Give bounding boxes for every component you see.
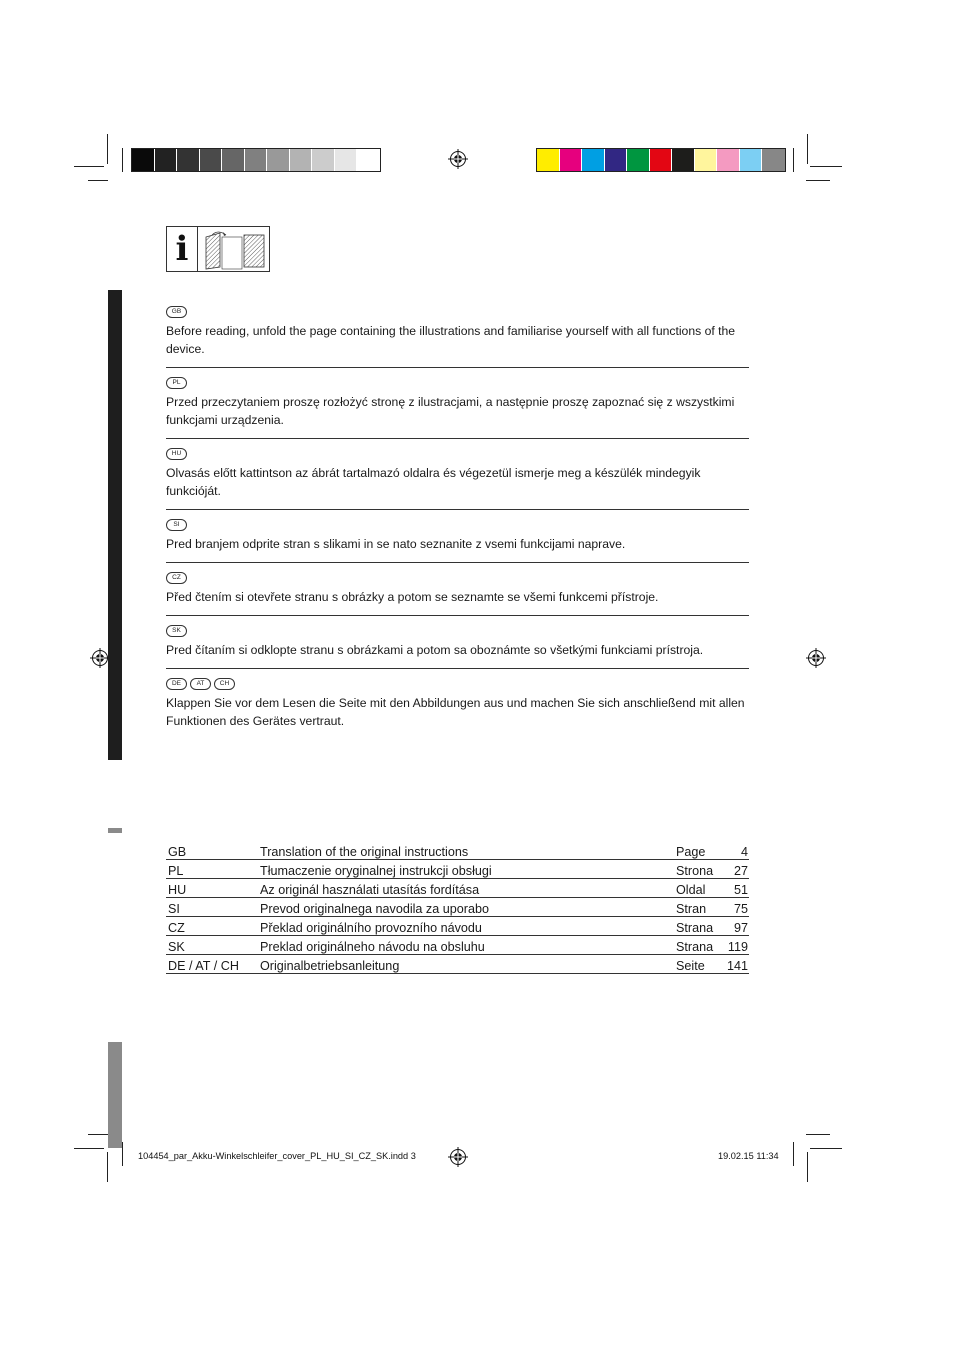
notice-text: Before reading, unfold the page containing the illustrations and familiarise yourself with all functions of the device. (166, 324, 736, 356)
toc-page-word: Seite (674, 955, 724, 974)
side-tab-bar (108, 290, 122, 760)
color-swatch (290, 149, 313, 171)
toc-page-number: 97 (724, 917, 749, 936)
notice-text: Pred branjem odprite stran s slikami in se nato seznanite z vsemi funkcijami naprave. (166, 537, 626, 551)
language-section (166, 448, 749, 510)
country-badges (166, 572, 749, 584)
table-row (166, 917, 749, 936)
toc-language-code: CZ (166, 917, 258, 936)
table-row (166, 860, 749, 879)
color-swatch (740, 149, 763, 171)
color-swatch (582, 149, 605, 171)
color-swatch (267, 149, 290, 171)
color-swatch (537, 149, 560, 171)
language-section (166, 678, 749, 739)
country-badges (166, 519, 749, 531)
color-swatch (762, 149, 785, 171)
toc-title: Prevod originalnega navodila za uporabo (258, 898, 674, 917)
toc-language-code: DE / AT / CH (166, 955, 258, 974)
crop-mark (74, 1148, 104, 1149)
country-badges (166, 448, 749, 460)
crop-mark (88, 180, 108, 181)
side-tab-bar-gray (108, 1042, 122, 1148)
country-code-badge: SI (166, 519, 187, 531)
crop-mark (793, 1142, 794, 1166)
color-swatch (627, 149, 650, 171)
country-badges (166, 377, 749, 389)
toc-page-number: 75 (724, 898, 749, 917)
country-badges (166, 625, 749, 637)
language-notice-list (166, 306, 749, 748)
process-color-bar (536, 148, 786, 172)
toc-page-number: 119 (724, 936, 749, 955)
crop-mark (107, 1152, 108, 1182)
color-swatch (177, 149, 200, 171)
registration-mark-icon (448, 149, 468, 169)
notice-text: Olvasás előtt kattintson az ábrát tartalmazó oldalra és végezetül ismerje meg a készülék mindegyik funkcióját. (166, 466, 701, 498)
table-row (166, 955, 749, 974)
color-swatch (200, 149, 223, 171)
table-row (166, 841, 749, 860)
table-row (166, 898, 749, 917)
crop-mark (74, 166, 104, 167)
toc-title: Originalbetriebsanleitung (258, 955, 674, 974)
crop-mark (806, 180, 830, 181)
country-code-badge: CZ (166, 572, 187, 584)
color-swatch (650, 149, 673, 171)
toc-language-code: SK (166, 936, 258, 955)
info-fold-out-icon (166, 226, 270, 272)
toc-language-code: GB (166, 841, 258, 860)
registration-mark-icon (806, 648, 826, 668)
toc-page-number: 51 (724, 879, 749, 898)
grayscale-color-bar (131, 148, 381, 172)
toc-page-number: 4 (724, 841, 749, 860)
crop-mark (122, 1142, 123, 1166)
toc-language-code: SI (166, 898, 258, 917)
toc-page-word: Strana (674, 917, 724, 936)
crop-mark (806, 1134, 830, 1135)
toc-page-word: Strana (674, 936, 724, 955)
table-row (166, 879, 749, 898)
color-swatch (155, 149, 178, 171)
toc-page-number: 141 (724, 955, 749, 974)
table-row (166, 936, 749, 955)
country-code-badge: DE (166, 678, 187, 690)
toc-page-word: Page (674, 841, 724, 860)
crop-mark (810, 1148, 842, 1149)
notice-text: Klappen Sie vor dem Lesen die Seite mit den Abbildungen aus und machen Sie sich anschließend mit allen Funktionen des Gerätes vertraut. (166, 696, 745, 728)
language-section (166, 572, 749, 616)
language-section (166, 306, 749, 368)
color-swatch (560, 149, 583, 171)
toc-language-code: PL (166, 860, 258, 879)
country-code-badge: PL (166, 377, 187, 389)
footer-datetime: 19.02.15 11:34 (718, 1151, 779, 1161)
color-swatch (672, 149, 695, 171)
registration-mark-icon (90, 648, 110, 668)
toc-page-word: Stran (674, 898, 724, 917)
toc-title: Překlad originálního provozního návodu (258, 917, 674, 936)
language-section (166, 377, 749, 439)
color-swatch (357, 149, 380, 171)
color-swatch (605, 149, 628, 171)
color-swatch (717, 149, 740, 171)
toc-page-word: Strona (674, 860, 724, 879)
color-swatch (695, 149, 718, 171)
color-swatch (245, 149, 268, 171)
crop-mark (807, 134, 808, 164)
side-tab-marker (108, 828, 122, 833)
toc-title: Az originál használati utasítás fordítása (258, 879, 674, 898)
country-badges (166, 678, 749, 690)
toc-title: Tłumaczenie oryginalnej instrukcji obsługi (258, 860, 674, 879)
footer-filename: 104454_par_Akku-Winkelschleifer_cover_PL_HU_SI_CZ_SK.indd 3 (138, 1151, 416, 1161)
color-swatch (335, 149, 358, 171)
toc-page-word: Oldal (674, 879, 724, 898)
color-swatch (312, 149, 335, 171)
crop-mark (793, 148, 794, 172)
language-section (166, 625, 749, 669)
toc-language-code: HU (166, 879, 258, 898)
table-of-contents (166, 841, 749, 974)
info-icon: i (167, 227, 198, 271)
color-swatch (222, 149, 245, 171)
color-swatch (132, 149, 155, 171)
country-code-badge: AT (190, 678, 211, 690)
crop-mark (807, 1152, 808, 1182)
toc-title: Translation of the original instructions (258, 841, 674, 860)
crop-mark (810, 166, 842, 167)
country-code-badge: HU (166, 448, 187, 460)
country-code-badge: GB (166, 306, 187, 318)
country-code-badge: CH (214, 678, 235, 690)
country-badges (166, 306, 749, 318)
toc-page-number: 27 (724, 860, 749, 879)
unfold-page-icon (198, 227, 269, 271)
notice-text: Před čtením si otevřete stranu s obrázky a potom se seznamte se všemi funkcemi přístroje. (166, 590, 659, 604)
crop-mark (107, 134, 108, 164)
notice-text: Przed przeczytaniem proszę rozłożyć stronę z ilustracjami, a następnie proszę zapoznać się z wszystkimi funkcjami urządzenia. (166, 395, 735, 427)
notice-text: Pred čítaním si odklopte stranu s obrázkami a potom sa oboznámte so všetkými funkciami prístroja. (166, 643, 704, 657)
language-section (166, 519, 749, 563)
crop-mark (88, 1134, 108, 1135)
country-code-badge: SK (166, 625, 187, 637)
toc-title: Preklad originálneho návodu na obsluhu (258, 936, 674, 955)
crop-mark (122, 148, 123, 172)
registration-mark-icon (448, 1147, 468, 1167)
